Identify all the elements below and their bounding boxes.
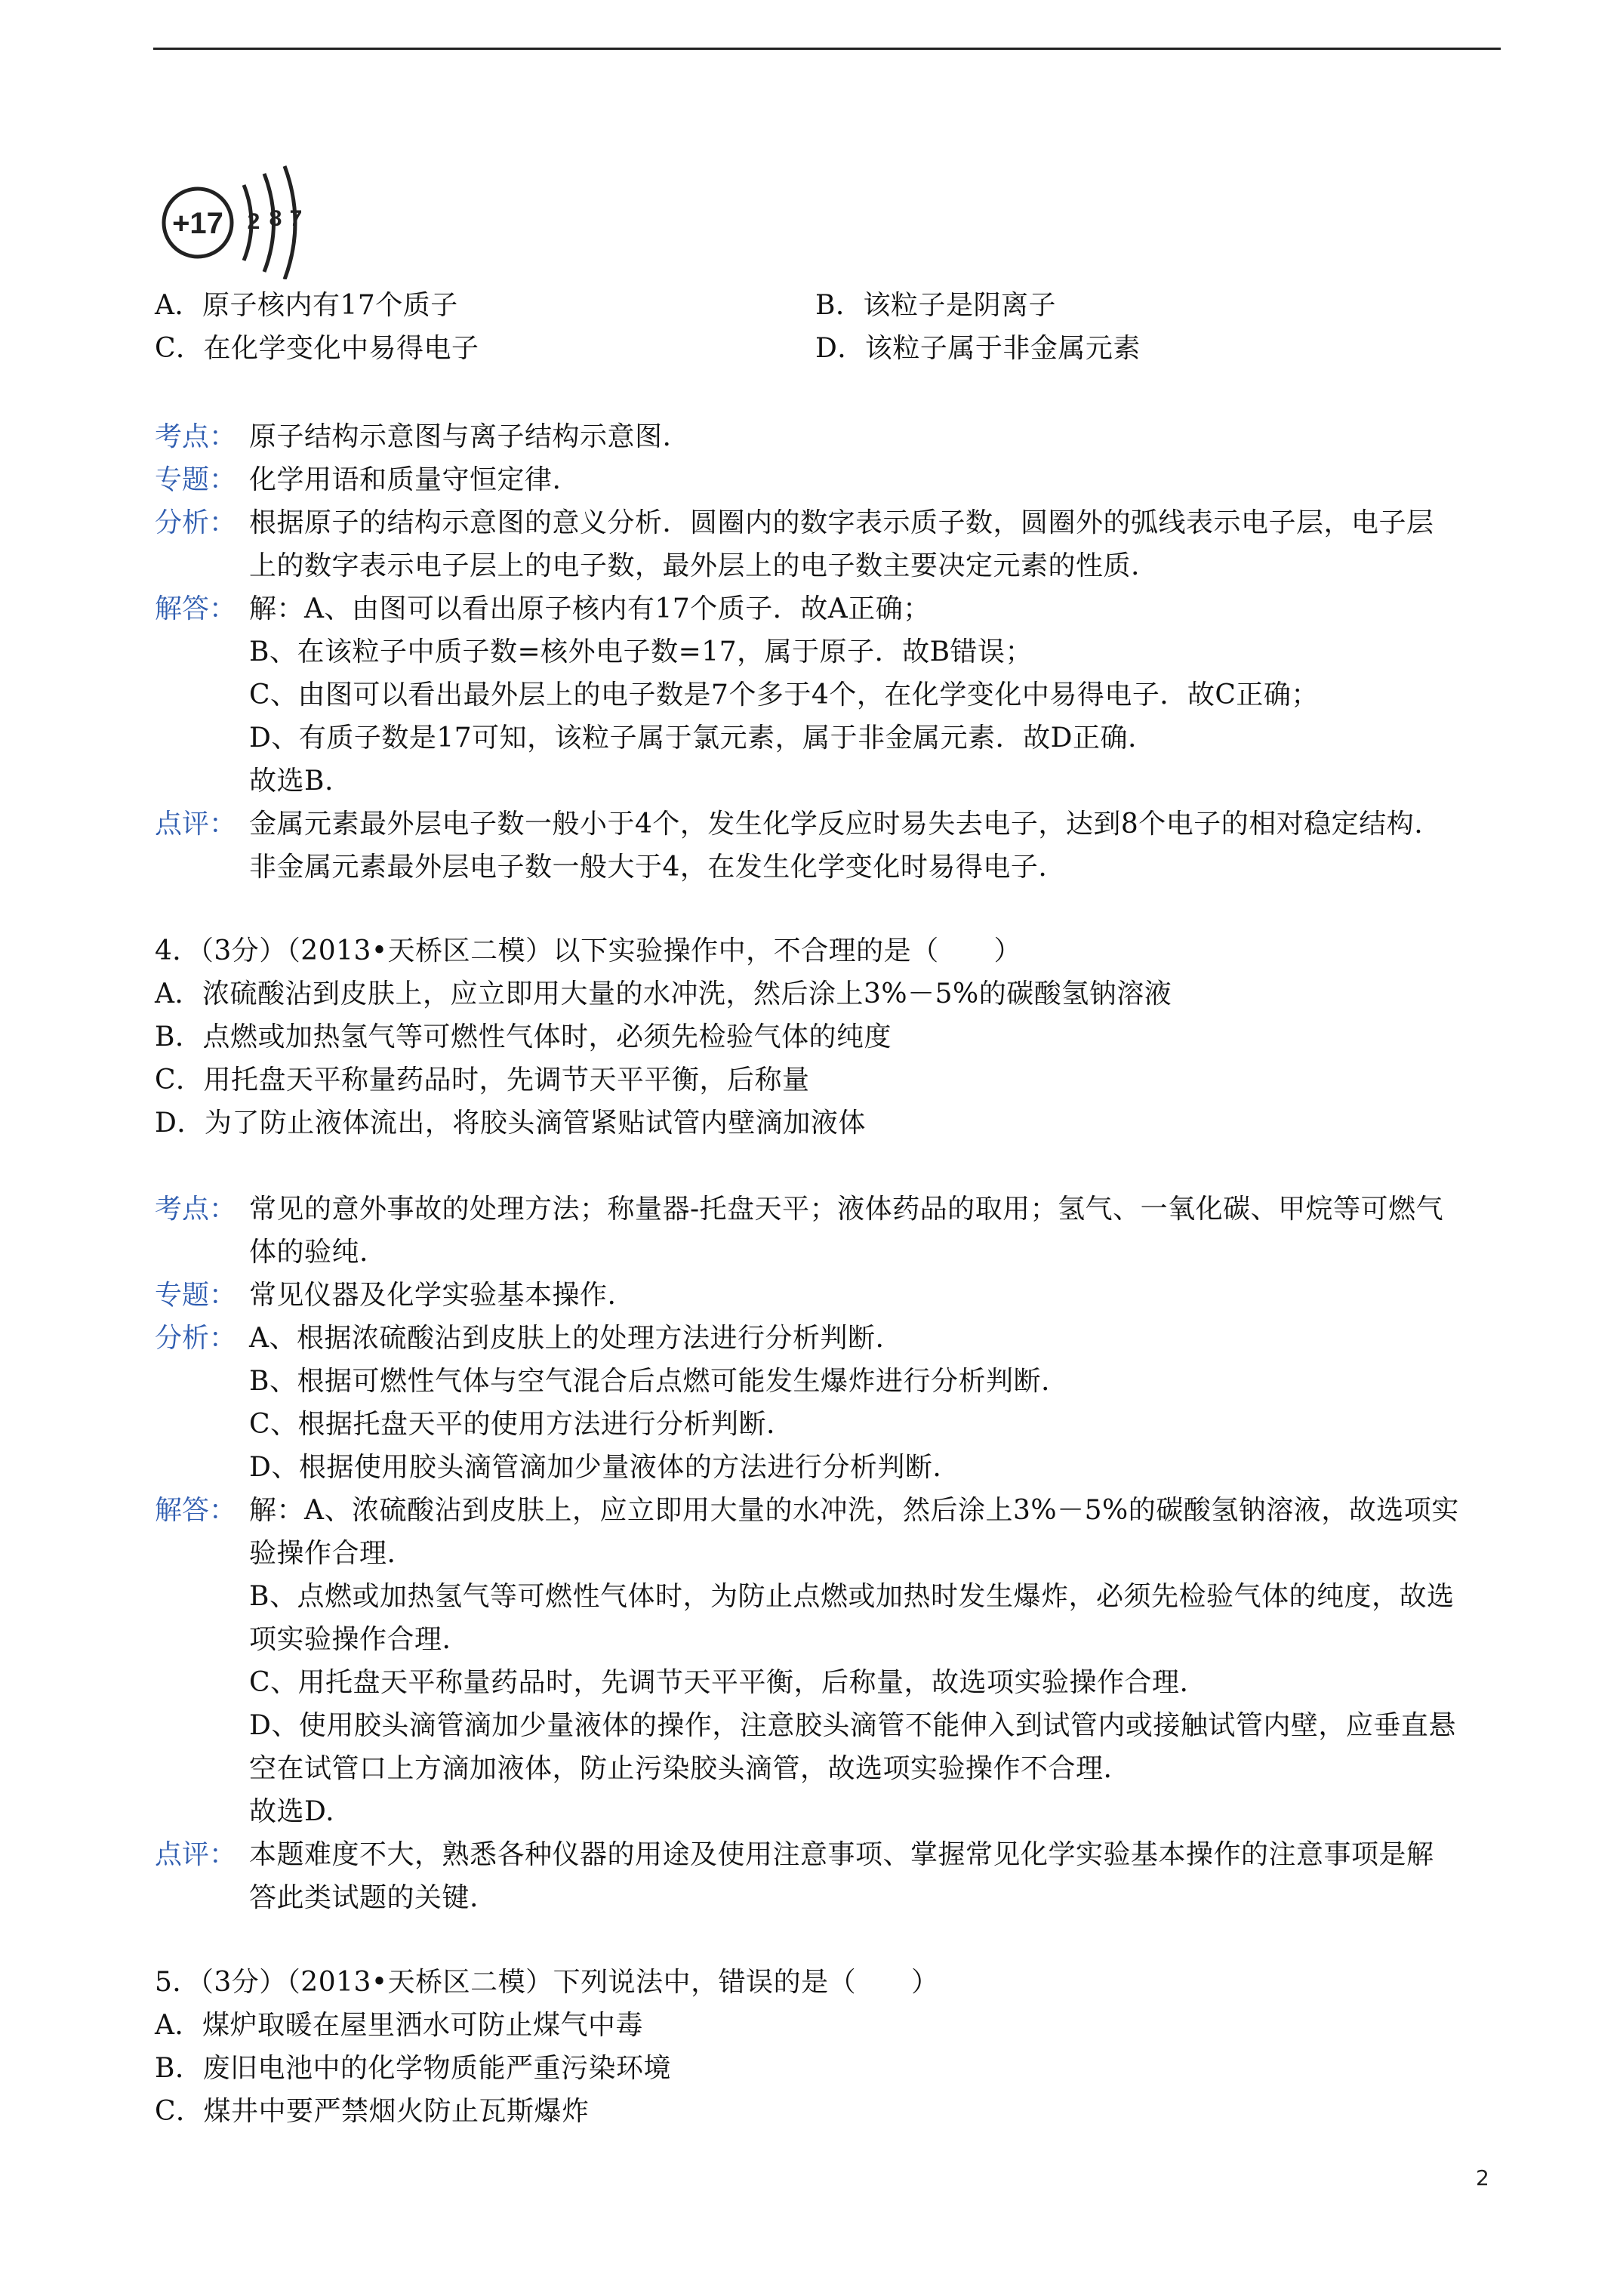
q4-fenxi-line: D、根据使用胶头滴管滴加少量液体的方法进行分析判断. [249, 1452, 942, 1483]
q4-zhuanti-text: 常见仪器及化学实验基本操作. [249, 1280, 617, 1311]
q3-jieda-line: 解：A、由图可以看出原子核内有17个质子．故A正确； [249, 593, 931, 624]
q4-dianping-line: 答此类试题的关键. [249, 1882, 479, 1913]
q4-kaodian-line: 常见的意外事故的处理方法；称量器-托盘天平；液体药品的取用；氢气、一氧化碳、甲烷等可燃气 [249, 1194, 1444, 1225]
q4-fenxi-label: 分析： [155, 1323, 237, 1354]
q3-fenxi-line: 上的数字表示电子层上的电子数，最外层上的电子数主要决定元素的性质. [249, 550, 1140, 581]
q5-stem: 5．（3分）（2013•天桥区二模）下列说法中，错误的是（ ） [155, 1967, 939, 1998]
atomic-structure-diagram [155, 162, 317, 279]
q4-jieda-label: 解答： [155, 1495, 237, 1526]
q3-dianping-line: 金属元素最外层电子数一般小于4个，发生化学反应时易失去电子，达到8个电子的相对稳定结构. [249, 809, 1424, 840]
q3-dianping-line: 非金属元素最外层电子数一般大于4，在发生化学变化时易得电子. [249, 852, 1048, 883]
q4-fenxi-line: C、根据托盘天平的使用方法进行分析判断. [249, 1409, 775, 1440]
q3-jieda-label: 解答： [155, 593, 237, 624]
q3-option-d: D．该粒子属于非金属元素 [815, 333, 1141, 364]
q3-fenxi-line: 根据原子的结构示意图的意义分析．圆圈内的数字表示质子数，圆圈外的弧线表示电子层，电子层 [249, 507, 1434, 538]
q3-option-a: A．原子核内有17个质子 [155, 290, 458, 321]
q3-jieda-line: D、有质子数是17可知，该粒子属于氯元素，属于非金属元素．故D正确. [249, 723, 1137, 754]
q3-jieda-line: B、在该粒子中质子数=核外电子数=17，属于原子．故B错误； [249, 636, 1033, 667]
q3-dianping-label: 点评： [155, 809, 237, 840]
q4-jieda-line: D、使用胶头滴管滴加少量液体的操作，注意胶头滴管不能伸入到试管内或接触试管内壁，应垂直悬 [249, 1710, 1456, 1741]
q4-dianping-label: 点评： [155, 1839, 237, 1870]
q3-option-b: B．该粒子是阴离子 [815, 290, 1056, 321]
q4-option-d: D．为了防止液体流出，将胶头滴管紧贴试管内壁滴加液体 [155, 1108, 866, 1139]
q5-option-c: C．煤井中要严禁烟火防止瓦斯爆炸 [155, 2096, 590, 2127]
shell-count-2: 8 [269, 206, 282, 231]
q4-fenxi-line: B、根据可燃性气体与空气混合后点燃可能发生爆炸进行分析判断. [249, 1366, 1050, 1397]
q5-option-a: A．煤炉取暖在屋里洒水可防止煤气中毒 [155, 2010, 643, 2041]
q4-jieda-line: C、用托盘天平称量药品时，先调节天平平衡，后称量，故选项实验操作合理. [249, 1667, 1189, 1698]
q4-jieda-line: 故选D. [249, 1796, 335, 1827]
q4-option-a: A．浓硫酸沾到皮肤上，应立即用大量的水冲洗，然后涂上3%－5%的碳酸氢钠溶液 [155, 978, 1172, 1009]
q4-jieda-line: 解：A、浓硫酸沾到皮肤上，应立即用大量的水冲洗，然后涂上3%－5%的碳酸氢钠溶液，故选项实 [249, 1495, 1459, 1526]
q3-jieda-line: C、由图可以看出最外层上的电子数是7个多于4个，在化学变化中易得电子．故C正确； [249, 680, 1319, 710]
q4-zhuanti-label: 专题： [155, 1280, 237, 1311]
q4-option-b: B．点燃或加热氢气等可燃性气体时，必须先检验气体的纯度 [155, 1022, 892, 1052]
q4-jieda-line: 项实验操作合理. [249, 1624, 451, 1655]
q5-option-b: B．废旧电池中的化学物质能严重污染环境 [155, 2053, 671, 2084]
q3-jieda-line: 故选B. [249, 766, 334, 797]
q4-jieda-line: 空在试管口上方滴加液体，防止污染胶头滴管，故选项实验操作不合理. [249, 1753, 1113, 1784]
q3-zhuanti-label: 专题： [155, 464, 237, 495]
header-rule [153, 48, 1501, 50]
shell-count-3: 7 [289, 206, 303, 231]
nucleus-label: +17 [172, 207, 223, 240]
q4-fenxi-line: A、根据浓硫酸沾到皮肤上的处理方法进行分析判断. [249, 1323, 885, 1354]
shell-count-1: 2 [247, 209, 260, 234]
q4-kaodian-label: 考点： [155, 1194, 237, 1225]
q3-kaodian-text: 原子结构示意图与离子结构示意图. [249, 421, 672, 452]
q4-dianping-line: 本题难度不大，熟悉各种仪器的用途及使用注意事项、掌握常见化学实验基本操作的注意事项是解 [249, 1839, 1434, 1870]
q4-stem: 4．（3分）（2013•天桥区二模）以下实验操作中，不合理的是（ ） [155, 935, 1022, 966]
q3-kaodian-label: 考点： [155, 421, 237, 452]
page-number: 2 [1476, 2165, 1489, 2190]
q3-zhuanti-text: 化学用语和质量守恒定律. [249, 464, 562, 495]
q4-jieda-line: 验操作合理. [249, 1538, 396, 1569]
q4-jieda-line: B、点燃或加热氢气等可燃性气体时，为防止点燃或加热时发生爆炸，必须先检验气体的纯度，故选 [249, 1581, 1455, 1612]
q4-kaodian-line: 体的验纯. [249, 1237, 368, 1268]
q3-option-c: C．在化学变化中易得电子 [155, 333, 479, 364]
q3-fenxi-label: 分析： [155, 507, 237, 538]
q4-option-c: C．用托盘天平称量药品时，先调节天平平衡，后称量 [155, 1065, 810, 1096]
